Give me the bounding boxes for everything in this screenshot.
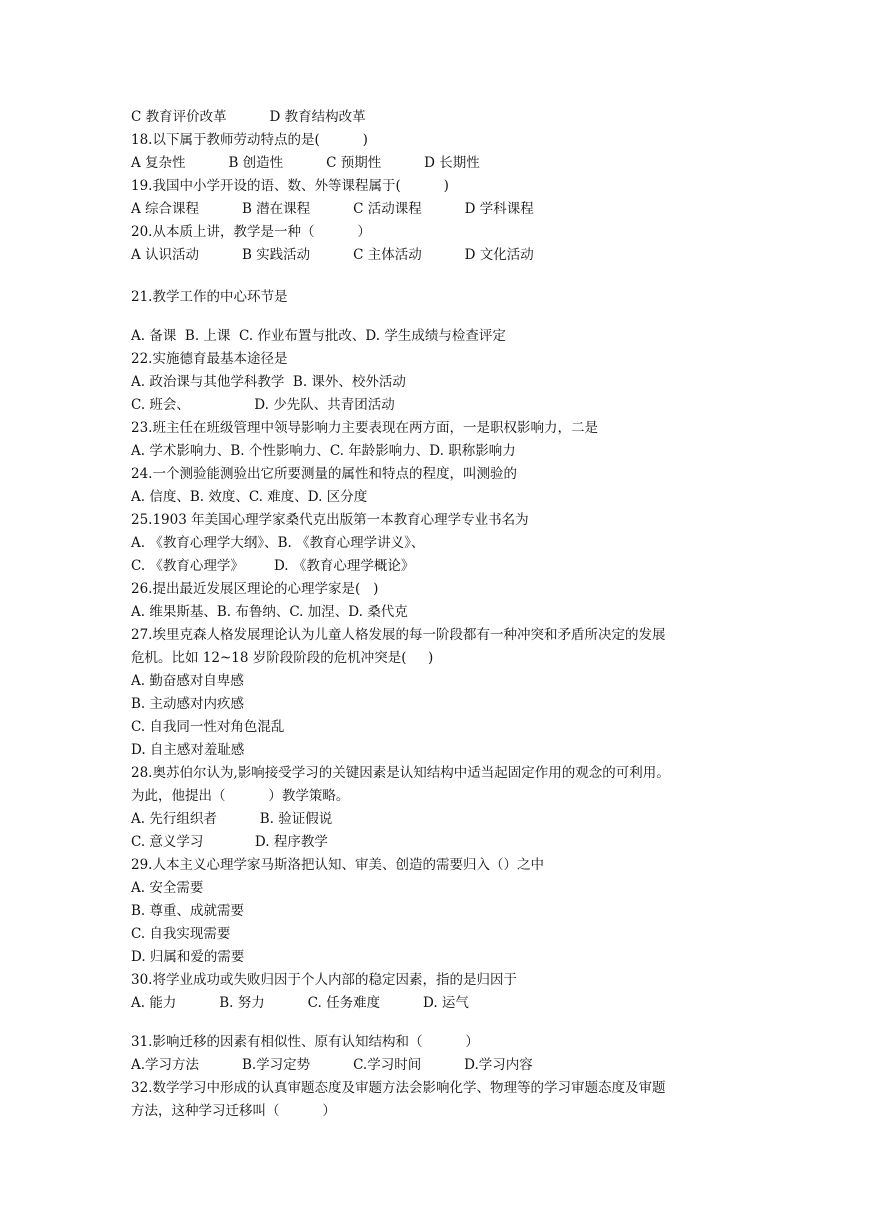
question-22: 22.实施德育最基本途径是 — [131, 351, 288, 367]
option-27-a: A. 勤奋感对自卑感 — [131, 673, 244, 689]
question-24: 24.一个测验能测验出它所要测量的属性和特点的程度，叫测验的 — [131, 466, 517, 482]
options-31: A.学习方法 B.学习定势 C.学习时间 D.学习内容 — [131, 1057, 533, 1073]
options-21: A. 备课 B. 上课 C. 作业布置与批改、D. 学生成绩与检查评定 — [131, 328, 506, 344]
option-27-c: C. 自我同一性对角色混乱 — [131, 719, 285, 735]
options-30: A. 能力 B. 努力 C. 任务难度 D. 运气 — [131, 995, 469, 1011]
question-25: 25.1903 年美国心理学家桑代克出版第一本教育心理学专业书名为 — [131, 512, 529, 528]
question-32-cont: 方法，这种学习迁移叫（ ） — [131, 1103, 336, 1119]
options-25-a: A. 《教育心理学大纲》、B. 《教育心理学讲义》、 — [131, 535, 425, 551]
options-19: A 综合课程 B 潜在课程 C 活动课程 D 学科课程 — [131, 201, 534, 217]
options-28-b: C. 意义学习 D. 程序教学 — [131, 834, 328, 850]
options-25-b: C. 《教育心理学》 D. 《教育心理学概论》 — [131, 558, 415, 574]
options-26: A. 维果斯基、B. 布鲁纳、C. 加涅、D. 桑代克 — [131, 604, 408, 620]
question-29: 29.人本主义心理学家马斯洛把认知、审美、创造的需要归入（）之中 — [131, 857, 544, 873]
question-23: 23.班主任在班级管理中领导影响力主要表现在两方面，一是职权影响力，二是 — [131, 420, 598, 436]
question-32: 32.数学学习中形成的认真审题态度及审题方法会影响化学、物理等的学习审题态度及审题 — [131, 1080, 666, 1096]
options-24: A. 信度、B. 效度、C. 难度、D. 区分度 — [131, 489, 368, 505]
option-27-d: D. 自主感对羞耻感 — [131, 742, 245, 758]
question-28-cont: 为此，他提出（ ）教学策略。 — [131, 788, 350, 804]
question-27: 27.埃里克森人格发展理论认为儿童人格发展的每一阶段都有一种冲突和矛盾所决定的发展 — [131, 627, 666, 643]
option-29-c: C. 自我实现需要 — [131, 926, 231, 942]
question-21: 21.教学工作的中心环节是 — [131, 289, 288, 305]
options-18: A 复杂性 B 创造性 C 预期性 D 长期性 — [131, 155, 480, 171]
option-29-a: A. 安全需要 — [131, 880, 204, 896]
options-22-a: A. 政治课与其他学科教学 B. 课外、校外活动 — [131, 374, 406, 390]
option-line: C 教育评价改革 D 教育结构改革 — [131, 109, 366, 125]
question-18: 18.以下属于教师劳动特点的是( ) — [131, 132, 368, 148]
question-30: 30.将学业成功或失败归因于个人内部的稳定因素，指的是归因于 — [131, 972, 517, 988]
options-22-b: C. 班会、 D. 少先队、共青团活动 — [131, 397, 395, 413]
option-29-d: D. 归属和爱的需要 — [131, 949, 245, 965]
options-20: A 认识活动 B 实践活动 C 主体活动 D 文化活动 — [131, 247, 534, 263]
question-27-cont: 危机。比如 12~18 岁阶段阶段的危机冲突是( ) — [131, 650, 434, 666]
option-27-b: B. 主动感对内疚感 — [131, 696, 245, 712]
options-23: A. 学术影响力、B. 个性影响力、C. 年龄影响力、D. 职称影响力 — [131, 443, 516, 459]
question-28: 28.奥苏伯尔认为,影响接受学习的关键因素是认知结构中适当起固定作用的观念的可利用。 — [131, 765, 670, 781]
options-28-a: A. 先行组织者 B. 验证假说 — [131, 811, 333, 827]
question-20: 20.从本质上讲，教学是一种（ ） — [131, 224, 371, 240]
question-31: 31.影响迁移的因素有相似性、原有认知结构和（ ） — [131, 1034, 479, 1050]
option-29-b: B. 尊重、成就需要 — [131, 903, 245, 919]
question-19: 19.我国中小学开设的语、数、外等课程属于( ) — [131, 178, 449, 194]
question-26: 26.提出最近发展区理论的心理学家是( ) — [131, 581, 379, 597]
